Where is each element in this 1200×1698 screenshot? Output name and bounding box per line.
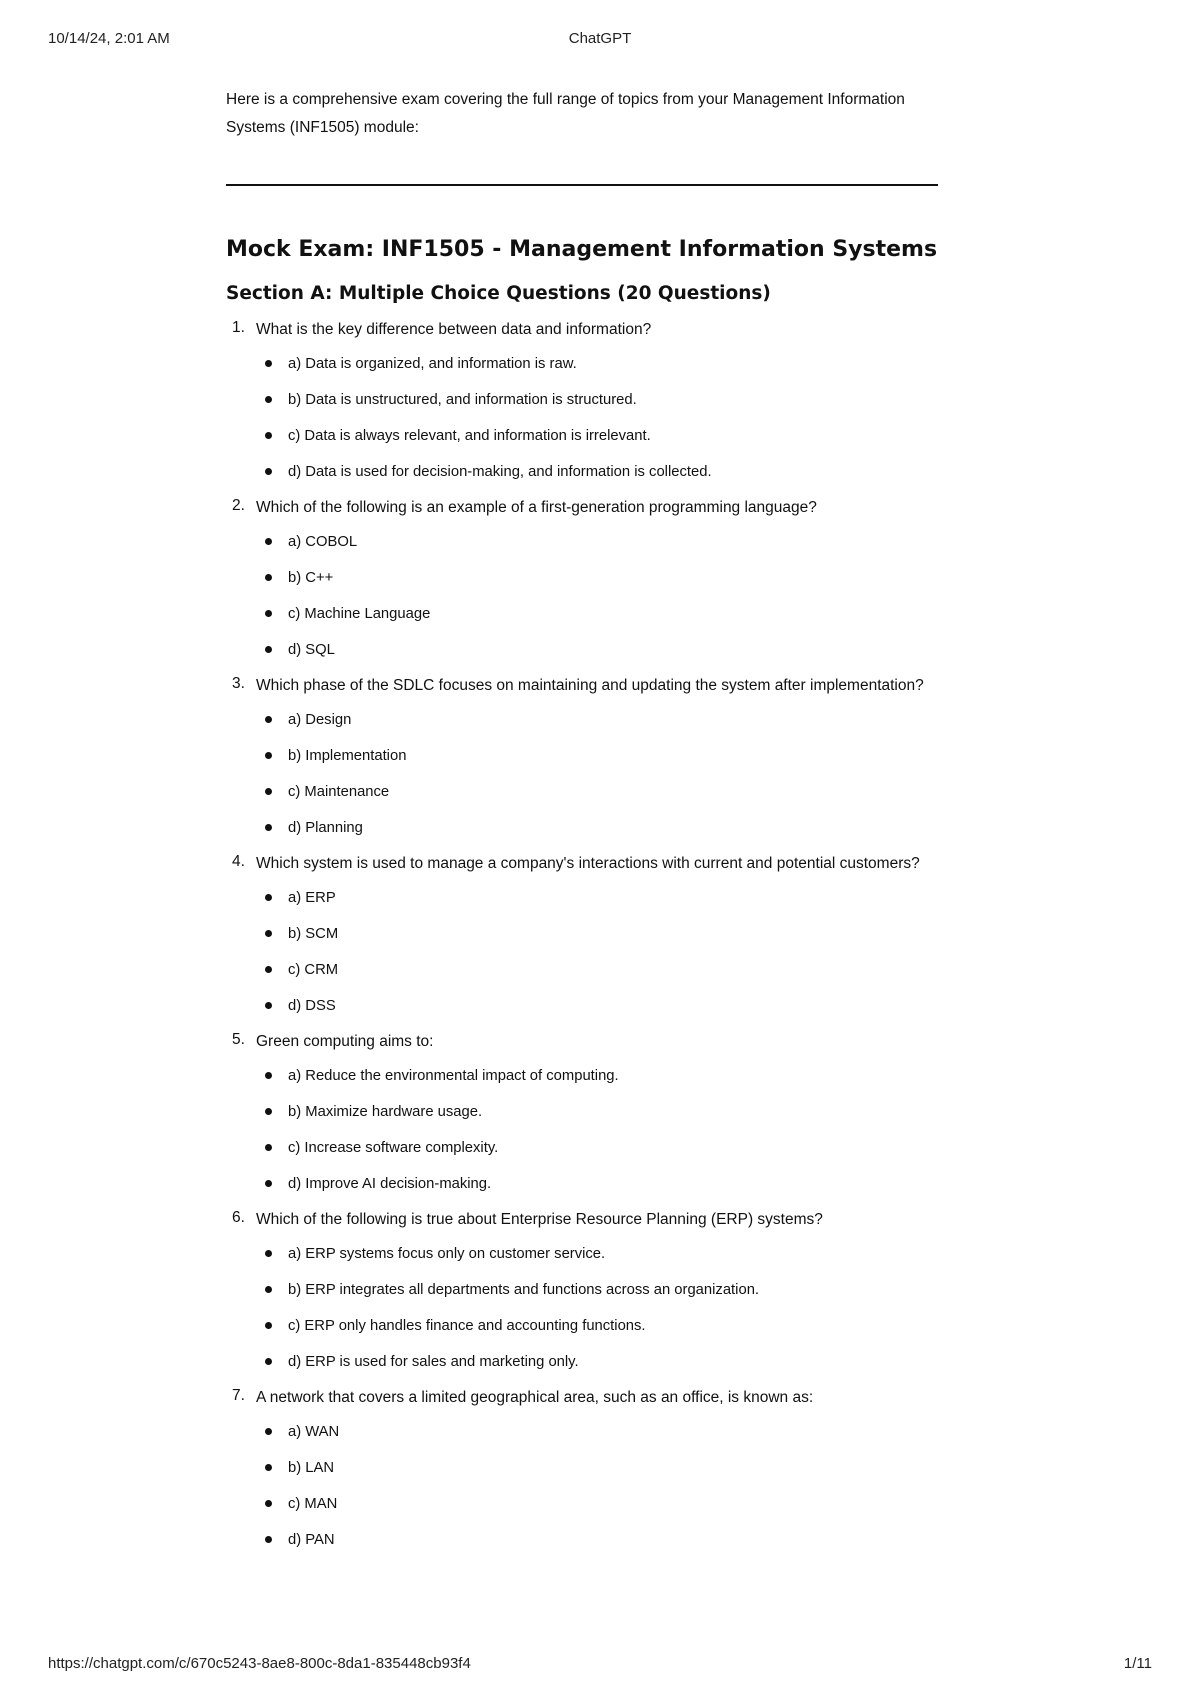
bullet-icon [265, 432, 272, 439]
question-list [226, 314, 938, 1556]
answer-option [256, 1494, 938, 1520]
bullet-icon [265, 610, 272, 617]
question-item [226, 1204, 938, 1378]
bullet-icon [265, 1144, 272, 1151]
answer-option [256, 462, 938, 488]
question-text: Which system is used to manage a company's interactions with current and potential customers? [256, 855, 920, 872]
answer-option-text: d) Planning [288, 820, 363, 836]
answer-option-text: a) Design [288, 712, 352, 728]
bullet-icon [265, 396, 272, 403]
print-header [0, 30, 1200, 50]
print-page-title: ChatGPT [568, 30, 632, 47]
answer-option-text: c) Data is always relevant, and information is irrelevant. [288, 428, 651, 444]
option-list [256, 354, 938, 488]
question-number: 4. [232, 853, 245, 870]
option-list [256, 1244, 938, 1378]
bullet-icon [265, 646, 272, 653]
answer-option [256, 1066, 938, 1092]
question-item [226, 848, 938, 1022]
answer-option [256, 390, 938, 416]
answer-option [256, 888, 938, 914]
answer-option [256, 1316, 938, 1342]
print-url: https://chatgpt.com/c/670c5243-8ae8-800c-8da1-835448cb93f4 [48, 1655, 471, 1672]
answer-option-text: b) ERP integrates all departments and functions across an organization. [288, 1282, 760, 1298]
bullet-icon [265, 1500, 272, 1507]
answer-option [256, 1530, 938, 1556]
bullet-icon [265, 1180, 272, 1187]
question-item [226, 492, 938, 666]
answer-option-text: d) Data is used for decision-making, and information is collected. [288, 464, 712, 480]
bullet-icon [265, 1428, 272, 1435]
option-list [256, 1422, 938, 1556]
question-item [226, 670, 938, 844]
document-body [226, 86, 938, 1556]
bullet-icon [265, 930, 272, 937]
answer-option-text: b) Implementation [288, 748, 407, 764]
bullet-icon [265, 1286, 272, 1293]
answer-option-text: a) WAN [288, 1424, 340, 1440]
answer-option-text: d) PAN [288, 1532, 335, 1548]
print-footer [0, 1655, 1200, 1675]
answer-option [256, 426, 938, 452]
question-text: Which phase of the SDLC focuses on maintaining and updating the system after implementation? [256, 677, 924, 694]
exam-title: Mock Exam: INF1505 - Management Information Systems [226, 237, 938, 262]
bullet-icon [265, 574, 272, 581]
intro-paragraph: Here is a comprehensive exam covering the full range of topics from your Management Information Systems (INF1505) module: [226, 91, 905, 136]
bullet-icon [265, 788, 272, 795]
answer-option-text: b) LAN [288, 1460, 335, 1476]
answer-option [256, 1422, 938, 1448]
horizontal-rule [226, 184, 938, 186]
answer-option [256, 746, 938, 772]
question-text: A network that covers a limited geographical area, such as an office, is known as: [256, 1389, 814, 1406]
answer-option-text: d) ERP is used for sales and marketing only. [288, 1354, 579, 1370]
answer-option [256, 1244, 938, 1270]
question-item [226, 1382, 938, 1556]
bullet-icon [265, 716, 272, 723]
answer-option-text: d) Improve AI decision-making. [288, 1176, 492, 1192]
question-number: 3. [232, 675, 245, 692]
answer-option [256, 710, 938, 736]
answer-option-text: c) ERP only handles finance and accounting functions. [288, 1318, 646, 1334]
section-a-heading: Section A: Multiple Choice Questions (20 Questions) [226, 283, 771, 304]
bullet-icon [265, 468, 272, 475]
answer-option [256, 354, 938, 380]
answer-option [256, 818, 938, 844]
answer-option [256, 1102, 938, 1128]
bullet-icon [265, 360, 272, 367]
answer-option [256, 1352, 938, 1378]
bullet-icon [265, 538, 272, 545]
bullet-icon [265, 1464, 272, 1471]
answer-option-text: d) DSS [288, 998, 336, 1014]
answer-option-text: a) COBOL [288, 534, 358, 550]
option-list [256, 710, 938, 844]
question-item [226, 314, 938, 488]
answer-option-text: c) Maintenance [288, 784, 390, 800]
answer-option [256, 1280, 938, 1306]
answer-option-text: b) SCM [288, 926, 339, 942]
bullet-icon [265, 1072, 272, 1079]
bullet-icon [265, 1536, 272, 1543]
answer-option-text: c) Increase software complexity. [288, 1140, 499, 1156]
answer-option [256, 1458, 938, 1484]
answer-option [256, 604, 938, 630]
option-list [256, 532, 938, 666]
question-number: 6. [232, 1209, 245, 1226]
print-datetime: 10/14/24, 2:01 AM [48, 30, 170, 47]
bullet-icon [265, 966, 272, 973]
bullet-icon [265, 1322, 272, 1329]
bullet-icon [265, 1358, 272, 1365]
bullet-icon [265, 1002, 272, 1009]
answer-option-text: a) ERP [288, 890, 336, 906]
question-text: What is the key difference between data and information? [256, 321, 652, 338]
answer-option [256, 996, 938, 1022]
option-list [256, 888, 938, 1022]
answer-option [256, 568, 938, 594]
bullet-icon [265, 824, 272, 831]
question-number: 1. [232, 319, 245, 336]
answer-option-text: d) SQL [288, 642, 335, 658]
answer-option-text: a) Data is organized, and information is raw. [288, 356, 577, 372]
answer-option-text: a) Reduce the environmental impact of computing. [288, 1068, 619, 1084]
answer-option [256, 960, 938, 986]
answer-option [256, 924, 938, 950]
option-list [256, 1066, 938, 1200]
bullet-icon [265, 1108, 272, 1115]
answer-option [256, 1174, 938, 1200]
answer-option-text: a) ERP systems focus only on customer service. [288, 1246, 606, 1262]
answer-option-text: c) MAN [288, 1496, 338, 1512]
answer-option-text: c) Machine Language [288, 606, 431, 622]
answer-option [256, 782, 938, 808]
question-text: Which of the following is an example of a first-generation programming language? [256, 499, 817, 516]
answer-option [256, 640, 938, 666]
question-number: 2. [232, 497, 245, 514]
answer-option-text: c) CRM [288, 962, 339, 978]
answer-option-text: b) Maximize hardware usage. [288, 1104, 483, 1120]
bullet-icon [265, 1250, 272, 1257]
question-number: 5. [232, 1031, 245, 1048]
answer-option [256, 1138, 938, 1164]
question-text: Which of the following is true about Enterprise Resource Planning (ERP) systems? [256, 1211, 823, 1228]
answer-option-text: b) Data is unstructured, and information is structured. [288, 392, 637, 408]
question-text: Green computing aims to: [256, 1033, 434, 1050]
bullet-icon [265, 752, 272, 759]
bullet-icon [265, 894, 272, 901]
question-number: 7. [232, 1387, 245, 1404]
print-page-number: 1/11 [1123, 1655, 1152, 1672]
answer-option [256, 532, 938, 558]
answer-option-text: b) C++ [288, 570, 334, 586]
question-item [226, 1026, 938, 1200]
